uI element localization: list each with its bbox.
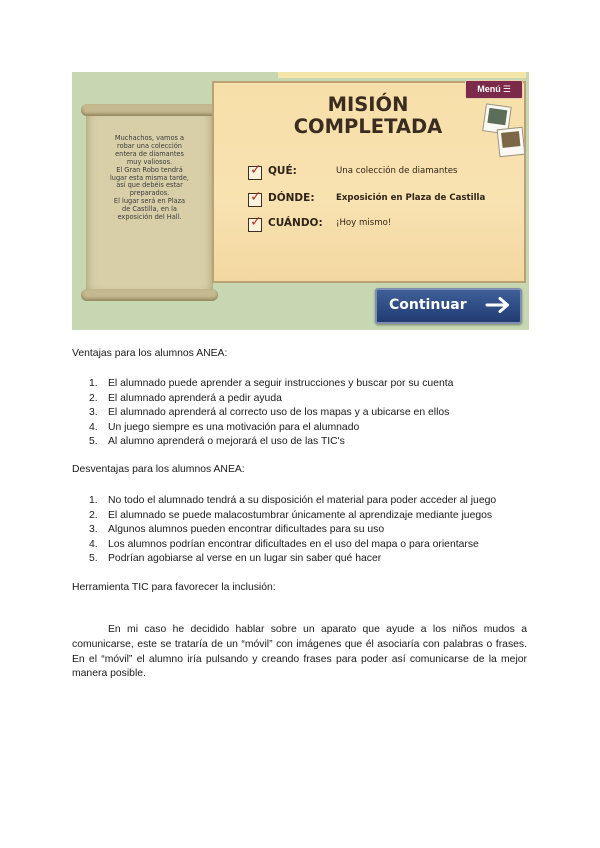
list-item: 5. Al alumno aprenderá o mejorará el uso de las TIC's (89, 436, 345, 448)
desventajas-heading: Desventajas para los alumnos ANEA: (72, 464, 245, 475)
checkmark-icon: ✓ (250, 189, 262, 205)
list-item: 1. No todo el alumnado tendrá a su disposición el material para poder acceder al juego (89, 495, 497, 506)
row-value: ¡Hoy mismo! (336, 218, 392, 228)
mission-title (288, 94, 448, 138)
photo-icon (497, 127, 526, 158)
body-paragraph: En mi caso he decidido hablar sobre un aparato que ayude a los niños mudos a comunicarse, este se trataría de un “móvil” con imágenes que él asociaría con palabras o frases. En el “móvil” el alumno iría pulsando y creando frases para poder así comunicarse de la mejor manera posible. (72, 624, 527, 680)
list-item: 4. Un juego siempre es una motivación para el alumnado (89, 421, 360, 433)
title-line: COMPLETADA (293, 115, 443, 138)
checkbox-icon (248, 162, 262, 180)
row-value: Exposición en Plaza de Castilla (336, 193, 486, 203)
row-label: QUÉ: (268, 165, 297, 177)
ventajas-heading: Ventajas para los alumnos ANEA: (72, 348, 228, 359)
checkbox-icon (248, 214, 262, 232)
top-highlight (278, 72, 526, 78)
scroll-line: entera de diamantes (115, 149, 184, 158)
scroll-line: El lugar será en Plaza (113, 197, 186, 206)
row-label: CUÁNDO: (268, 217, 323, 229)
menu-button[interactable] (465, 80, 523, 99)
list-item: 2. El alumnado se puede malacostumbrar únicamente al aprendizaje mediante juegos (89, 509, 493, 521)
scroll-message (94, 135, 205, 222)
hamburger-icon: ☰ (502, 84, 511, 94)
list-item: 3. Algunos alumnos pueden encontrar dificultades para su uso (89, 524, 385, 536)
checkmark-icon: ✓ (250, 162, 262, 178)
row-label: DÓNDE: (268, 192, 315, 204)
ventajas-list (72, 377, 532, 450)
continue-label: Continuar (389, 297, 467, 313)
continue-button[interactable] (375, 288, 522, 324)
arrow-right-icon (485, 297, 511, 313)
list-item: 3. El alumnado aprenderá al correcto uso de los mapas y a ubicarse en ellos (89, 407, 450, 419)
scroll-line: lugar esta misma tarde, (109, 173, 190, 182)
menu-label: Menú (477, 84, 501, 94)
scroll-line: Muchachos, vamos a (114, 134, 185, 142)
list-item: 1. El alumnado puede aprender a seguir instrucciones y buscar por su cuenta (89, 378, 454, 389)
desventajas-list (72, 494, 532, 567)
list-item: 4. Los alumnos podrían encontrar dificultades en el uso del mapa o para orientarse (89, 538, 479, 550)
row-value: Una colección de diamantes (336, 166, 458, 176)
title-line: MISIÓN (327, 93, 409, 116)
scroll-line: El Gran Robo tendrá (116, 165, 183, 174)
checkmark-icon: ✓ (250, 214, 262, 230)
list-item: 2. El alumnado aprenderá a pedir ayuda (89, 392, 282, 404)
checkbox-icon (248, 189, 262, 207)
scroll-line: preparados. (129, 189, 170, 198)
parchment-scroll (86, 109, 213, 296)
scroll-line: muy valiosos. (126, 157, 173, 166)
herramienta-heading: Herramienta TIC para favorecer la inclusión: (72, 582, 276, 593)
list-item: 5. Podrían agobiarse al verse en un lugar sin saber qué hacer (89, 553, 382, 565)
game-screenshot (72, 72, 529, 330)
scroll-line: robar una colección (117, 141, 182, 150)
scroll-line: de Castilla, en la (122, 205, 177, 214)
scroll-line: exposición del Hall. (117, 213, 182, 222)
scroll-line: así que debéis estar (116, 181, 183, 190)
